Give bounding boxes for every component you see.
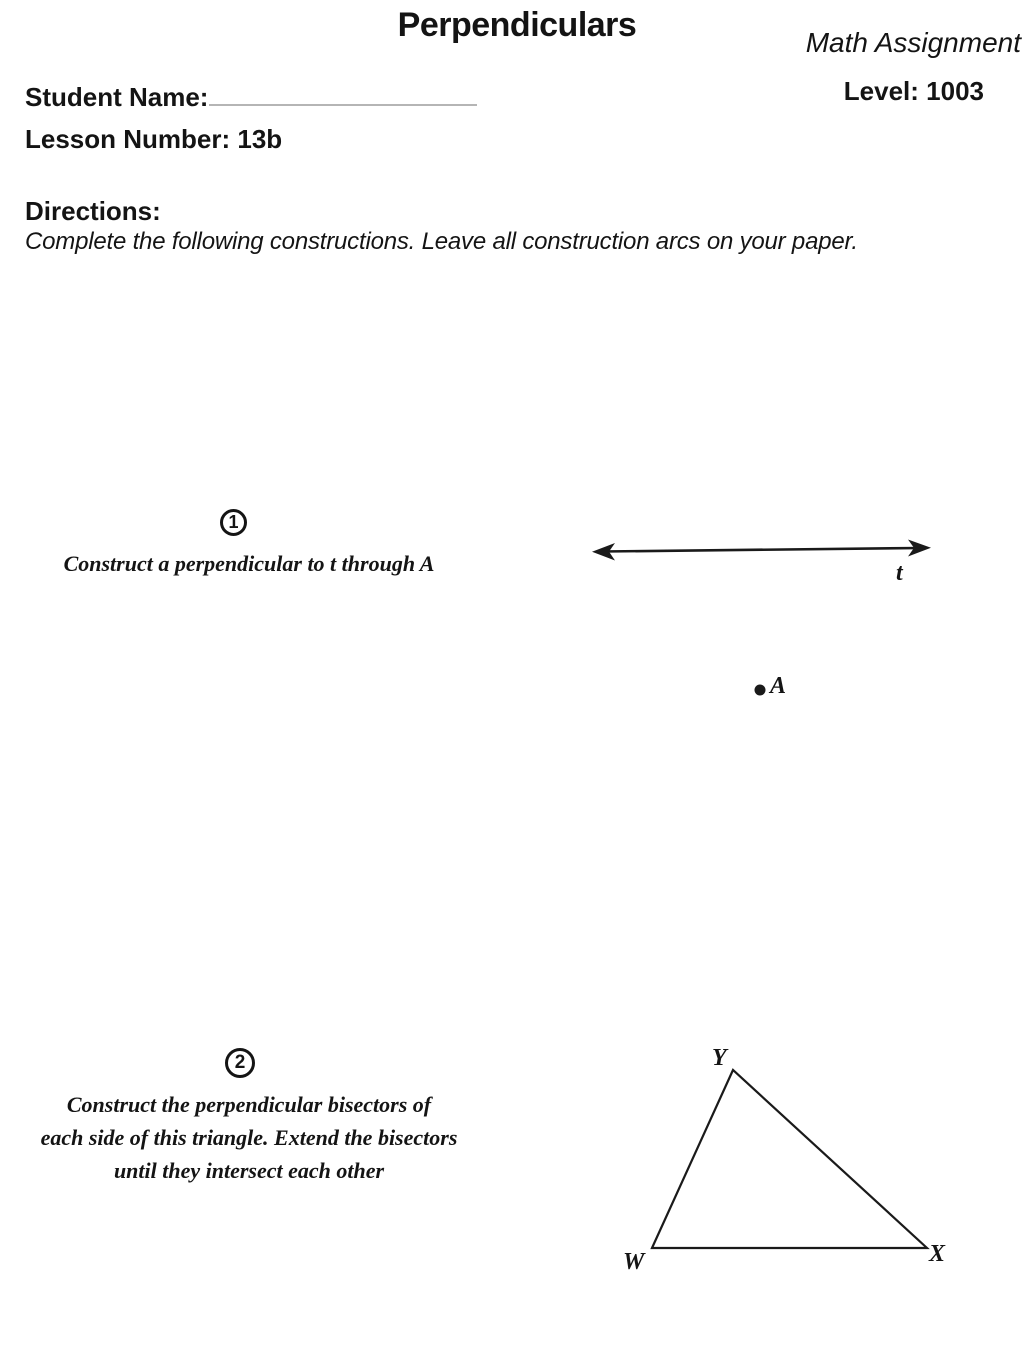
- directions-heading: Directions:: [25, 196, 161, 226]
- line-t: [602, 548, 921, 552]
- vertex-x-label: X: [929, 1241, 946, 1267]
- problem-2-instruction-line-3: until they intersect each other: [113, 1158, 385, 1183]
- problem-2-instruction: [0, 1088, 498, 1187]
- problem-1-figure: [588, 534, 940, 706]
- vertex-w-label: W: [623, 1249, 645, 1275]
- problem-1-instruction: Construct a perpendicular to t through A: [63, 551, 435, 576]
- page-title: Perpendiculars: [397, 6, 637, 44]
- directions-text: Complete the following constructions. Leave all construction arcs on your paper.: [25, 228, 858, 255]
- problem-1-number: 1: [228, 512, 239, 532]
- problem-2-instruction-line-1: Construct the perpendicular bisectors of: [66, 1092, 432, 1117]
- point-a-label: A: [770, 673, 787, 699]
- problem-2-number-badge: [225, 1048, 255, 1078]
- triangle-wxy: [652, 1070, 927, 1248]
- assignment-type-label: Math Assignment: [805, 27, 1021, 58]
- student-name-label: Student Name:: [25, 82, 209, 112]
- level-label: Level: 1003: [843, 76, 984, 106]
- line-t-label: t: [896, 560, 903, 586]
- student-name-blank-line: [209, 84, 477, 106]
- lesson-number-label: Lesson Number: 13b: [25, 124, 283, 154]
- vertex-y-label: Y: [712, 1045, 727, 1071]
- problem-2-number: 2: [234, 1052, 246, 1073]
- point-a-dot: [755, 685, 766, 696]
- problem-1-number-badge: [220, 509, 247, 536]
- problem-2-figure: [600, 1030, 980, 1285]
- problem-2-instruction-line-2: each side of this triangle. Extend the bisectors: [40, 1125, 458, 1150]
